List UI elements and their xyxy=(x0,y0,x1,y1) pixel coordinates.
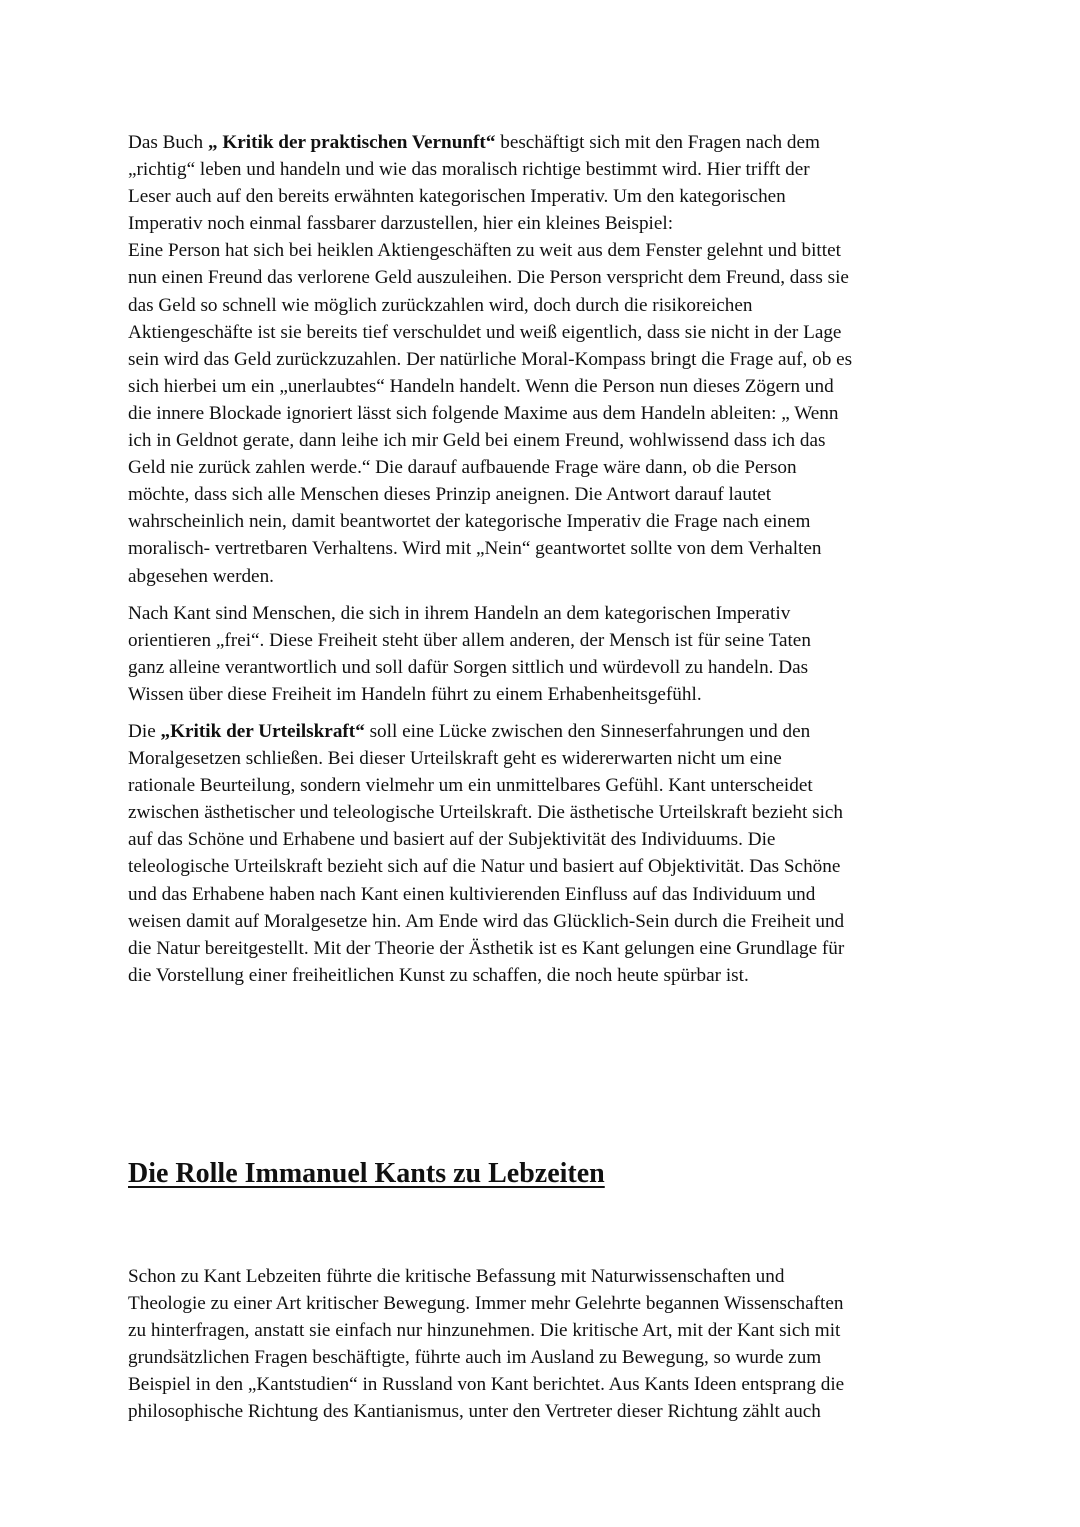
text-line xyxy=(128,681,958,708)
text-line xyxy=(128,1290,958,1317)
text-line xyxy=(128,853,958,880)
text-line xyxy=(128,745,958,772)
text-line xyxy=(128,535,958,562)
text-line xyxy=(128,1344,958,1371)
text-line xyxy=(128,654,958,681)
text-line xyxy=(128,799,958,826)
text-segment: Eine Person hat sich bei heiklen Aktiengeschäften zu weit aus dem Fenster gelehnt und bittet xyxy=(128,240,841,262)
text-segment: sein wird das Geld zurückzuzahlen. Der natürliche Moral-Kompass bringt die Frage auf, ob es xyxy=(128,348,853,370)
text-line xyxy=(128,772,958,799)
text-segment: Beispiel in den „Kantstudien“ in Russland von Kant berichtet. Aus Kants Ideen entsprang die xyxy=(128,1374,845,1396)
text-segment: ganz alleine verantwortlich und soll dafür Sorgen sittlich und würdevoll zu handeln. Das xyxy=(128,656,809,678)
text-segment: wahrscheinlich nein, damit beantwortet der kategorische Imperativ die Frage nach einem xyxy=(128,511,811,533)
text-segment: Die xyxy=(128,720,161,742)
paragraph-kritik-urteilskraft xyxy=(128,718,958,989)
text-line xyxy=(128,481,958,508)
text-segment: Moralgesetzen schließen. Bei dieser Urteilskraft geht es widererwarten nicht um eine xyxy=(128,748,782,770)
text-segment: ich in Geldnot gerate, dann leihe ich mir Geld bei einem Freund, wohlwissend dass ich das xyxy=(128,430,826,452)
text-segment: soll eine Lücke zwischen den Sinneserfahrungen und den xyxy=(364,720,811,742)
text-line xyxy=(128,129,958,156)
text-segment: nun einen Freund das verlorene Geld auszuleihen. Die Person verspricht dem Freund, dass sie xyxy=(128,267,849,289)
text-segment: Leser auch auf den bereits erwähnten kategorischen Imperativ. Um den kategorischen xyxy=(128,186,786,208)
text-line xyxy=(128,183,958,210)
text-segment: Aktiengeschäfte ist sie bereits tief verschuldet und weiß eigentlich, dass sie nicht in der Lage xyxy=(128,321,842,343)
text-line xyxy=(128,600,958,627)
paragraph-kritik-praktische-vernunft xyxy=(128,129,958,590)
paragraph-freiheit xyxy=(128,600,958,708)
text-line xyxy=(128,400,958,427)
bold-title: „ Kritik der praktischen Vernunft“ xyxy=(207,132,496,153)
text-segment: die innere Blockade ignoriert lässt sich folgende Maxime aus dem Handeln ableiten: „ Wenn xyxy=(128,402,839,424)
text-segment: und das Erhabene haben nach Kant einen kultivierenden Einfluss auf das Individuum und xyxy=(128,883,816,905)
text-segment: sich hierbei um ein „unerlaubtes“ Handeln handelt. Wenn die Person nun dieses Zögern und xyxy=(128,375,834,397)
text-segment: Wissen über diese Freiheit im Handeln führt zu einem Erhabenheitsgefühl. xyxy=(128,683,702,705)
text-segment: Das Buch xyxy=(128,132,208,153)
text-segment: die Natur bereitgestellt. Mit der Theorie der Ästhetik ist es Kant gelungen eine Grundlage für xyxy=(128,937,845,959)
text-line xyxy=(128,935,958,962)
text-line xyxy=(128,1317,958,1344)
text-line xyxy=(128,627,958,654)
text-line xyxy=(128,237,958,264)
bold-title: „Kritik der Urteilskraft“ xyxy=(160,720,365,742)
text-line xyxy=(128,454,958,481)
text-segment: Nach Kant sind Menschen, die sich in ihrem Handeln an dem kategorischen Imperativ xyxy=(128,602,791,624)
text-segment: die Vorstellung einer freiheitlichen Kunst zu schaffen, die noch heute spürbar ist. xyxy=(128,964,749,986)
text-line xyxy=(128,881,958,908)
text-line xyxy=(128,962,958,989)
text-line xyxy=(128,1398,958,1425)
text-segment: möchte, dass sich alle Menschen dieses Prinzip aneignen. Die Antwort darauf lautet xyxy=(128,484,772,506)
text-line xyxy=(128,156,958,183)
text-segment: teleologische Urteilskraft bezieht sich auf die Natur und basiert auf Objektivität. Das Schöne xyxy=(128,856,841,878)
section-heading: Die Rolle Immanuel Kants zu Lebzeiten xyxy=(128,1158,605,1189)
text-line xyxy=(128,427,958,454)
text-segment: philosophische Richtung des Kantianismus, unter den Vertreter dieser Richtung zählt auch xyxy=(128,1401,821,1423)
text-segment: moralisch- vertretbaren Verhaltens. Wird mit „Nein“ geantwortet sollte von dem Verhalten xyxy=(128,538,822,560)
text-line xyxy=(128,319,958,346)
text-segment: weisen damit auf Moralgesetze hin. Am Ende wird das Glücklich-Sein durch die Freiheit und xyxy=(128,910,845,932)
text-segment: beschäftigt sich mit den Fragen nach dem xyxy=(495,132,820,153)
section-body xyxy=(128,1263,958,1426)
text-line xyxy=(128,1263,958,1290)
text-segment: zwischen ästhetischer und teleologische Urteilskraft. Die ästhetische Urteilskraft bezieht sich xyxy=(128,802,844,824)
text-line xyxy=(128,718,958,745)
text-segment: grundsätzlichen Fragen beschäftigte, führte auch im Ausland zu Bewegung, so wurde zum xyxy=(128,1347,822,1369)
text-line xyxy=(128,908,958,935)
text-line xyxy=(128,210,958,237)
text-segment: abgesehen werden. xyxy=(128,565,274,587)
text-line xyxy=(128,346,958,373)
text-segment: orientieren „frei“. Diese Freiheit steht über allem anderen, der Mensch ist für seine Taten xyxy=(128,629,811,651)
text-segment: auf das Schöne und Erhabene und basiert auf der Subjektivität des Individuums. Die xyxy=(128,829,776,851)
text-line xyxy=(128,563,958,590)
text-segment: rationale Beurteilung, sondern vielmehr um ein unmittelbares Gefühl. Kant unterscheidet xyxy=(128,775,813,797)
text-segment: „richtig“ leben und handeln und wie das moralisch richtige bestimmt wird. Hier trifft der xyxy=(128,159,810,181)
text-segment: Imperativ noch einmal fassbarer darzustellen, hier ein kleines Beispiel: xyxy=(128,213,674,235)
text-segment: zu hinterfragen, anstatt sie einfach nur hinzunehmen. Die kritische Art, mit der Kant sich mit xyxy=(128,1320,841,1342)
text-line xyxy=(128,826,958,853)
document-body xyxy=(128,129,958,989)
text-segment: Geld nie zurück zahlen werde.“ Die darauf aufbauende Frage wäre dann, ob die Person xyxy=(128,457,797,479)
text-segment: Schon zu Kant Lebzeiten führte die kritische Befassung mit Naturwissenschaften und xyxy=(128,1266,785,1287)
text-line xyxy=(128,508,958,535)
text-line xyxy=(128,1371,958,1398)
text-line xyxy=(128,373,958,400)
paragraph-lebzeiten xyxy=(128,1263,958,1426)
text-line xyxy=(128,292,958,319)
text-segment: Theologie zu einer Art kritischer Bewegung. Immer mehr Gelehrte begannen Wissenschaften xyxy=(128,1293,844,1315)
text-segment: das Geld so schnell wie möglich zurückzahlen wird, doch durch die risikoreichen xyxy=(128,294,753,316)
text-line xyxy=(128,264,958,291)
